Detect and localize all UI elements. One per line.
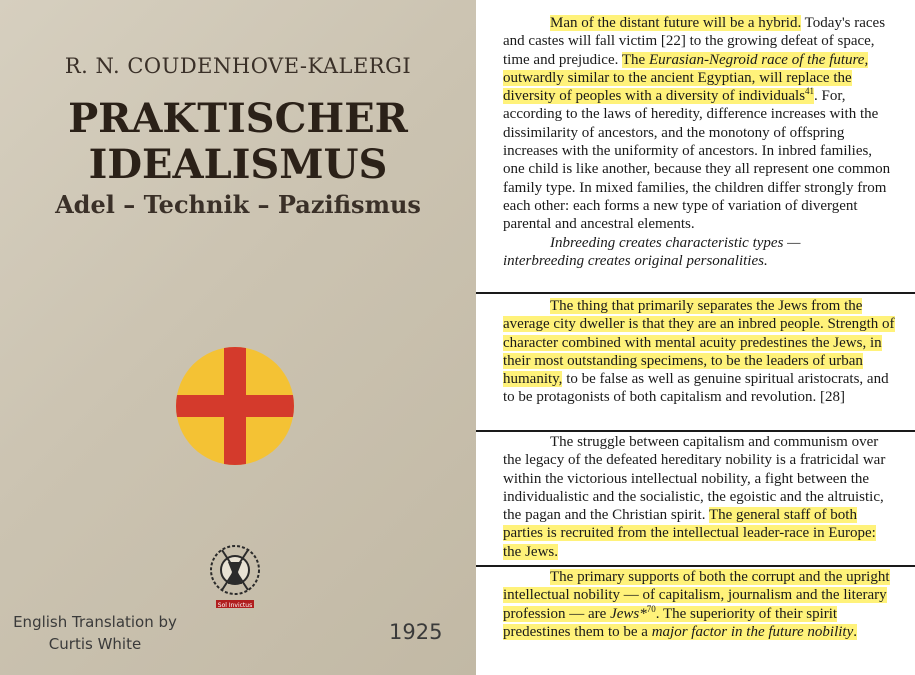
translation-credit (10, 611, 180, 655)
credit-line-2: Curtis White (48, 635, 142, 653)
highlighted-text: The thing that primarily separates the Jews from the average city dweller is that they are an inbred people. Strength of character combined with mental acuity predestines the Jews, in their most outstanding specimens, to be the leaders of urban humanity, (503, 298, 895, 388)
panel-divider (476, 292, 915, 294)
cover-subtitle: Adel – Technik – Pazifismus (55, 190, 421, 219)
body-text: to be false as well as genuine spiritual aristocrats, and to be protagonists of both capitalism and revolution. [28] (503, 371, 889, 406)
excerpt-panel-1 (476, 14, 915, 270)
excerpt-paragraph (476, 297, 915, 407)
publisher-logo-text: Sol Invictus (217, 602, 253, 609)
panel-divider (476, 565, 915, 567)
quote-line-1: Inbreeding creates characteristic types — (550, 234, 801, 251)
cover-title-line1: PRAKTISCHER (68, 95, 408, 142)
highlighted-text: The general staff of both parties is recruited from the intellectual leader-race in Europe: the Jews. (503, 507, 876, 560)
panel-divider (476, 430, 915, 432)
body-text: . For, according to the laws of heredity, difference increases with the dissimilarity of ancestors, and the monotony of offspring increases with the uniformity of ancestors. In inbred families, one child is like another, because they all represent one common family type. In mixed families, the children differ strongly from each other: each forms a new type of variation of divergent parental and ancestral elements. (503, 88, 891, 233)
footnote-ref: 70 (646, 603, 656, 614)
excerpt-panel-4 (476, 568, 915, 641)
cover-year: 1925 (389, 620, 443, 644)
publisher-emblem-icon (202, 540, 268, 614)
highlighted-text: The Eurasian-Negroid race of the future, outwardly similar to the ancient Egyptian, will replace the diversity of peoples with a diversity of individuals$^{41}$ (503, 51, 869, 105)
cover-author: R. N. COUDENHOVE-KALERGI (64, 54, 412, 78)
paneuropa-cross-emblem-icon (176, 347, 294, 465)
footnote-ref: 41 (805, 86, 815, 97)
body-text: The struggle between capitalism and communism over the legacy of the defeated hereditary nobility is a fratricidal war within the victorious intellectual nobility, a fight between the individualistic and the socialistic, the egoistic and the altruistic, the pagan and the Christian spirit. (503, 434, 886, 524)
highlighted-text: The primary supports of both the corrupt and the upright intellectual nobility — of capitalism, journalism and the literary profession — are Jews*$^{70}$. The superiority of their spirit predestines them to be a major factor in the future nobility. (503, 569, 890, 640)
body-text: Today's races and castes will fall victim [22] to the growing defeat of space, time and prejudice. (503, 15, 886, 68)
quote-paragraph (476, 234, 915, 271)
highlighted-text: Man of the distant future will be a hybrid. (550, 15, 802, 31)
excerpt-panel-2 (476, 297, 915, 407)
excerpt-paragraph (476, 568, 915, 641)
excerpt-paragraph (476, 14, 915, 234)
excerpt-paragraph (476, 433, 915, 561)
quote-line-2: interbreeding creates original personalities. (503, 252, 768, 269)
credit-line-1: English Translation by (13, 613, 177, 631)
cover-title-line2: IDEALISMUS (88, 141, 388, 188)
excerpt-panel-3 (476, 433, 915, 561)
